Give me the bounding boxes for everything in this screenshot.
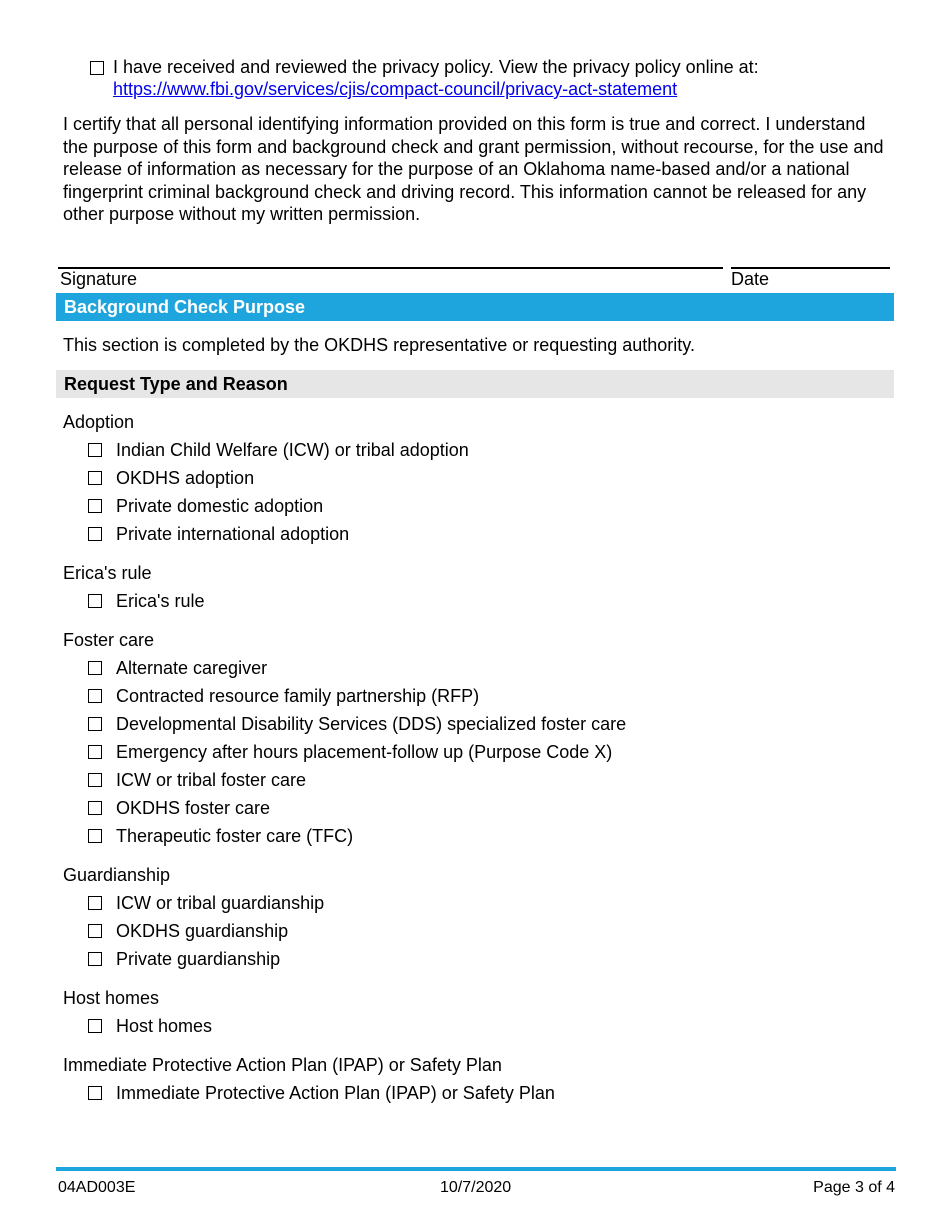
- request-type-header: Request Type and Reason: [56, 370, 894, 398]
- option-label: Private international adoption: [116, 524, 350, 544]
- option-label: Private guardianship: [116, 949, 281, 969]
- signature-line[interactable]: [58, 267, 723, 269]
- footer-date: 10/7/2020: [440, 1179, 512, 1196]
- section-intro: This section is completed by the OKDHS representative or requesting authority.: [63, 335, 695, 355]
- checkbox-therapeutic-foster-care[interactable]: [88, 829, 102, 843]
- checkbox-okdhs-adoption[interactable]: [88, 471, 102, 485]
- background-check-purpose-header: Background Check Purpose: [56, 293, 894, 321]
- certification-statement: I certify that all personal identifying information provided on this form is true and correct. I understand the purpose of this form and background check and grant permission, without recourse, for the use and release of information as necessary for the purpose of an Oklahoma name-based and/or a national fingerprint criminal background check and driving record. This information cannot be released for any other purpose without my written permission.: [63, 114, 884, 224]
- option-label: ICW or tribal guardianship: [116, 893, 325, 913]
- option-label: Alternate caregiver: [116, 658, 268, 678]
- checkbox-private-international-adoption[interactable]: [88, 527, 102, 541]
- privacy-policy-link[interactable]: https://www.fbi.gov/services/cjis/compact-council/privacy-act-statement: [113, 79, 678, 99]
- option-label: Emergency after hours placement-follow up (Purpose Code X): [116, 742, 613, 762]
- option-label: OKDHS guardianship: [116, 921, 289, 941]
- checkbox-okdhs-guardianship[interactable]: [88, 924, 102, 938]
- option-label: Immediate Protective Action Plan (IPAP) or Safety Plan: [116, 1083, 555, 1103]
- checkbox-icw-tribal-guardianship[interactable]: [88, 896, 102, 910]
- privacy-checkbox[interactable]: [90, 61, 104, 75]
- date-label: Date: [731, 269, 770, 289]
- checkbox-ericas-rule[interactable]: [88, 594, 102, 608]
- footer-form-code: 04AD003E: [58, 1179, 136, 1196]
- checkbox-host-homes[interactable]: [88, 1019, 102, 1033]
- checkbox-okdhs-foster-care[interactable]: [88, 801, 102, 815]
- option-label: Indian Child Welfare (ICW) or tribal adoption: [116, 440, 469, 460]
- option-label: OKDHS adoption: [116, 468, 255, 488]
- option-label: Private domestic adoption: [116, 496, 324, 516]
- checkbox-rfp[interactable]: [88, 689, 102, 703]
- group-label-host-homes: Host homes: [63, 988, 160, 1008]
- group-label-foster-care: Foster care: [63, 630, 155, 650]
- option-label: Contracted resource family partnership (RFP): [116, 686, 480, 706]
- option-label: OKDHS foster care: [116, 798, 271, 818]
- group-label-ipap: Immediate Protective Action Plan (IPAP) or Safety Plan: [63, 1055, 502, 1075]
- checkbox-icw-tribal-adoption[interactable]: [88, 443, 102, 457]
- option-label: Developmental Disability Services (DDS) specialized foster care: [116, 714, 627, 734]
- checkbox-ipap-safety-plan[interactable]: [88, 1086, 102, 1100]
- footer-page-number: Page 3 of 4: [813, 1179, 895, 1196]
- checkbox-emergency-placement[interactable]: [88, 745, 102, 759]
- option-label: Therapeutic foster care (TFC): [116, 826, 354, 846]
- privacy-statement: I have received and reviewed the privacy policy. View the privacy policy online at:: [113, 57, 759, 77]
- checkbox-icw-tribal-foster-care[interactable]: [88, 773, 102, 787]
- checkbox-alternate-caregiver[interactable]: [88, 661, 102, 675]
- signature-label: Signature: [60, 269, 138, 289]
- group-label-ericas-rule: Erica's rule: [63, 563, 152, 583]
- group-label-guardianship: Guardianship: [63, 865, 171, 885]
- checkbox-private-guardianship[interactable]: [88, 952, 102, 966]
- checkbox-dds-foster-care[interactable]: [88, 717, 102, 731]
- footer-rule: [56, 1167, 896, 1171]
- option-label: Erica's rule: [116, 591, 205, 611]
- checkbox-private-domestic-adoption[interactable]: [88, 499, 102, 513]
- group-label-adoption: Adoption: [63, 412, 135, 432]
- option-label: Host homes: [116, 1016, 213, 1036]
- option-label: ICW or tribal foster care: [116, 770, 307, 790]
